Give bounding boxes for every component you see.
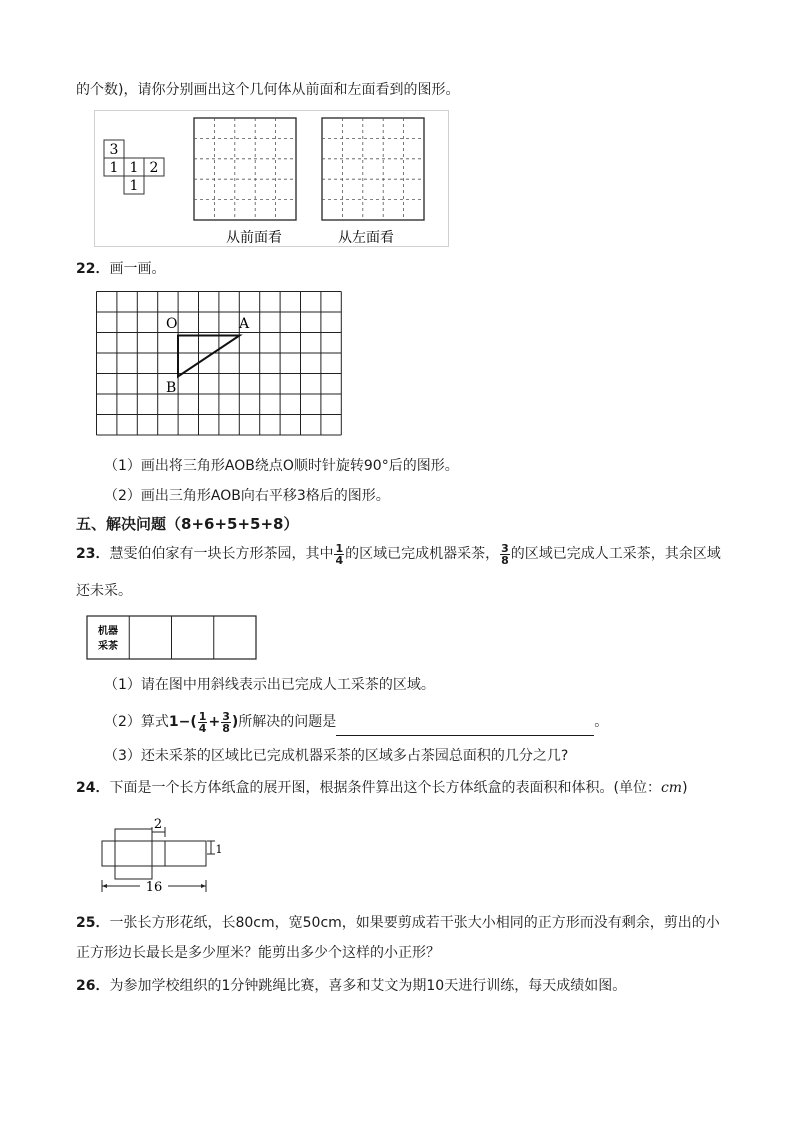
top-view-count: 3 [109, 142, 119, 158]
q23-text-b: 的区域已完成机器采茶， [345, 546, 500, 562]
point-o-label: O [166, 316, 178, 332]
q25-number: 25． [76, 915, 110, 931]
q23-text-a: 慧雯伯伯家有一块长方形茶园，其中 [109, 546, 334, 562]
top-view-count: 1 [109, 160, 119, 176]
top-view-count: 2 [149, 160, 159, 176]
left-view-label: 从左面看 [338, 230, 394, 246]
q23-line2: 还未采。 [76, 583, 132, 599]
q26-line [76, 976, 626, 996]
q22-sub1: （1）画出将三角形AOB绕点O顺时针旋转90°后的图形。 [104, 458, 459, 474]
q22-number: 22． [76, 261, 110, 277]
q23-fraction-2: $\frac{3}{8}$ [501, 541, 509, 567]
q21-figure-frame [95, 111, 449, 247]
q26-number: 26． [76, 978, 110, 994]
q23-line1 [76, 542, 721, 566]
section-title: 五、解决问题（8+6+5+5+8） [76, 515, 299, 533]
dim-side-label: 1 [215, 843, 223, 856]
q22-sub2: （2）画出三角形AOB向右平移3格后的图形。 [104, 488, 390, 504]
box-label: 采茶 [98, 641, 118, 652]
q24-text: 下面是一个长方体纸盒的展开图，根据条件算出这个长方体纸盒的表面积和体积。(单位： [109, 780, 661, 796]
top-view-count: 1 [129, 178, 139, 194]
q23-sub2-fraction-1: $\frac{1}{4}$ [198, 709, 207, 735]
q23-sub1: （1）请在图中用斜线表示出已完成人工采茶的区域。 [104, 677, 435, 693]
q24-line: 24．下面是一个长方体纸盒的展开图，根据条件算出这个长方体纸盒的表面积和体积。(单位：cm) [76, 780, 688, 796]
q23-fraction-1: $\frac{1}{4}$ [335, 541, 344, 567]
triangle-aob [178, 336, 240, 377]
q25-text-1: 一张长方形花纸，长80cm，宽50cm，如果要剪成若干张大小相同的正方形而没有剩余，剪出的小 [109, 915, 720, 931]
q23-sub2-fraction-2: $\frac{3}{8}$ [222, 709, 230, 735]
q22-grid [95, 290, 345, 446]
q22-heading [76, 259, 165, 279]
top-view-count: 1 [129, 160, 139, 176]
q23-number: 23． [76, 546, 110, 562]
dim-top-label: 2 [153, 817, 163, 832]
q23-sub2: （2）算式1−( $\frac{1}{4}$ + $\frac{3}{8}$ )所解决的问题是 。 [104, 709, 609, 735]
q21-figure [94, 110, 450, 248]
q24-box-net [94, 812, 224, 896]
answer-blank[interactable] [336, 721, 594, 736]
q21-text-continuation: 的个数)，请你分别画出这个几何体从前面和左面看到的图形。 [76, 82, 460, 98]
point-a-label: A [239, 316, 250, 332]
q24-unit: cm [660, 780, 683, 796]
dim-bottom-label: 16 [145, 880, 163, 895]
q23-tea-garden-box [86, 615, 258, 661]
front-view-label: 从前面看 [226, 230, 282, 246]
q23-text-c: 的区域已完成人工采茶，其余区域 [510, 546, 721, 562]
q22-title: 画一画。 [109, 261, 166, 277]
q25-line2: 正方形边长最长是多少厘米？能剪出多少个这样的小正形？ [76, 945, 440, 961]
box-label: 机器 [98, 626, 118, 637]
q25-line1 [76, 913, 720, 933]
front-view-grid [194, 118, 296, 220]
q23-sub3: （3）还未采茶的区域比已完成机器采茶的区域多占茶园总面积的几分之几? [104, 748, 569, 764]
point-b-label: B [166, 380, 177, 396]
q24-number: 24． [76, 780, 110, 796]
q26-text: 为参加学校组织的1分钟跳绳比赛，喜多和艾文为期10天进行训练，每天成绩如图。 [109, 978, 627, 994]
left-view-grid [322, 118, 424, 220]
